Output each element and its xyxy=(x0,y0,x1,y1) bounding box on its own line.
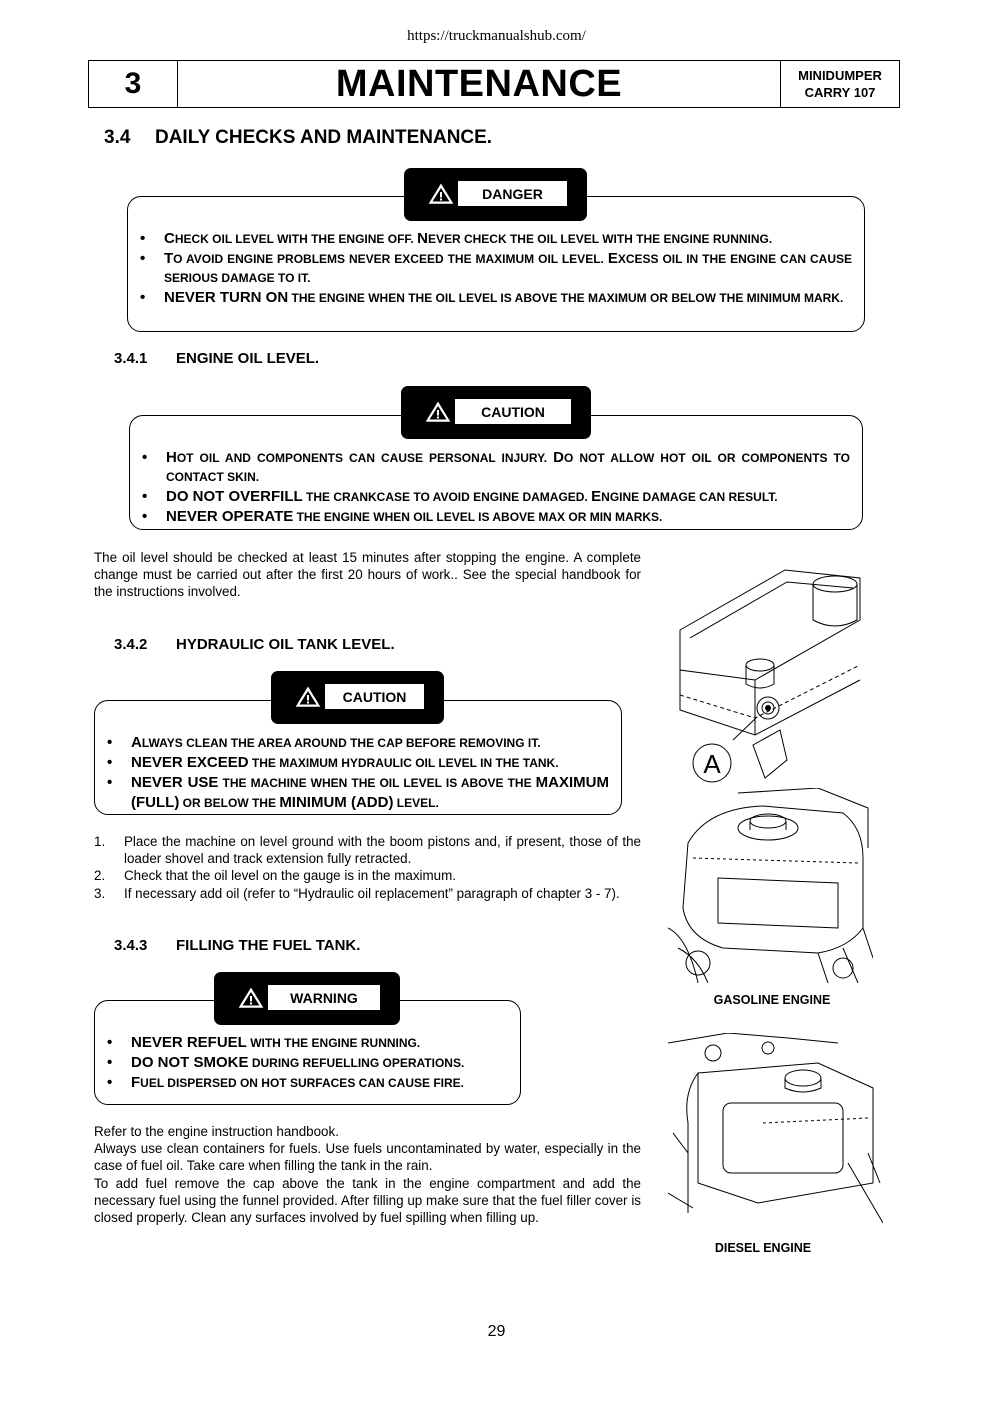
step-item xyxy=(94,885,641,902)
warning-triangle-icon xyxy=(424,181,458,206)
warning-list xyxy=(105,1033,508,1093)
caution-badge-1 xyxy=(401,386,591,439)
caution-label-2: CAUTION xyxy=(342,688,407,705)
warning-badge xyxy=(214,972,400,1025)
smallcaps-text: DURING REFUELLING OPERATIONS. xyxy=(248,1056,465,1070)
caption-diesel: DIESEL ENGINE xyxy=(714,1241,812,1255)
smallcaps-text: THE CRANKCASE TO AVOID ENGINE DAMAGED. ENGINE DAMAGE CAN RESULT. xyxy=(302,488,778,505)
step-text: Check that the oil level on the gauge is in the maximum. xyxy=(124,868,456,884)
warning-triangle-icon xyxy=(291,684,325,709)
fuel-paragraph-3: To add fuel remove the cap above the tank in the engine compartment and add the necessary fuel using the funnel provided. After filling up make sure that the fuel filler cover is closed properly. Clean any surfaces involved by fuel spilling when filling up. xyxy=(94,1175,641,1226)
danger-label: DANGER xyxy=(482,185,543,202)
warning-item xyxy=(138,288,852,308)
step-text: If necessary add oil (refer to “Hydraulic oil replacement” paragraph of chapter 3 - 7). xyxy=(124,885,620,901)
smallcaps-text: ALWAYS CLEAN THE AREA AROUND THE CAP BEFORE REMOVING IT. xyxy=(131,734,541,751)
emphasis-text: DO NOT OVERFILL xyxy=(166,488,303,505)
warning-item xyxy=(138,229,852,249)
emphasis-text: NEVER TURN ON xyxy=(164,289,289,306)
diesel-engine-illustration xyxy=(668,1033,883,1233)
subsection-number: 3.4.2 xyxy=(114,636,148,653)
warning-label: WARNING xyxy=(290,989,358,1006)
warning-item xyxy=(105,1073,508,1093)
warning-item xyxy=(105,753,609,773)
smallcaps-text: OR BELOW THE xyxy=(179,796,280,810)
step-number: 2. xyxy=(94,868,106,884)
smallcaps-text: TO AVOID ENGINE PROBLEMS NEVER EXCEED THE MAXIMUM OIL LEVEL. EXCESS OIL IN THE ENGINE CAN CAUSE SERIOUS DAMAGE TO IT. xyxy=(164,250,852,285)
caution-list-1 xyxy=(140,448,850,527)
subsection-title: HYDRAULIC OIL TANK LEVEL. xyxy=(176,636,395,653)
caution-label-1: CAUTION xyxy=(481,403,545,420)
subsection-heading-341 xyxy=(114,350,319,367)
smallcaps-text: THE MAXIMUM HYDRAULIC OIL LEVEL IN THE TANK. xyxy=(248,756,559,770)
step-number: 1. xyxy=(94,834,106,849)
model-line-2: CARRY 107 xyxy=(804,85,876,100)
warning-item xyxy=(138,249,852,288)
chapter-title: MAINTENANCE xyxy=(335,62,623,105)
smallcaps-text: CHECK OIL LEVEL WITH THE ENGINE OFF. NEVER CHECK THE OIL LEVEL WITH THE ENGINE RUNNING. xyxy=(164,230,773,247)
warning-item xyxy=(105,1053,508,1073)
caption-gasoline: GASOLINE ENGINE xyxy=(713,993,831,1007)
engine-oil-paragraph: The oil level should be checked at least 15 minutes after stopping the engine. A complete change must be carried out after the first 20 hours of work.. See the special handbook for the instructions involved. xyxy=(94,550,641,600)
emphasis-text: MINIMUM (ADD) xyxy=(279,794,394,811)
model-label xyxy=(780,61,899,107)
caution-badge-2 xyxy=(271,671,444,724)
step-number: 3. xyxy=(94,885,106,901)
warning-item xyxy=(140,448,850,487)
page-url[interactable]: https://truckmanualshub.com/ xyxy=(407,28,586,44)
hydraulic-steps-list xyxy=(94,833,641,902)
smallcaps-text: THE ENGINE WHEN THE OIL LEVEL IS ABOVE THE MAXIMUM OR BELOW THE MINIMUM MARK. xyxy=(288,291,844,305)
warning-item xyxy=(105,733,609,753)
smallcaps-text: THE MACHINE WHEN THE OIL LEVEL IS ABOVE THE xyxy=(218,776,536,790)
warning-item xyxy=(140,507,850,527)
warning-triangle-icon xyxy=(234,985,268,1010)
emphasis-text: MAXIMUM (FULL) xyxy=(131,774,609,811)
emphasis-text: NEVER OPERATE xyxy=(166,508,294,525)
page-header xyxy=(88,60,900,108)
page-number: 29 xyxy=(487,1323,506,1340)
subsection-number: 3.4.3 xyxy=(114,937,148,954)
fuel-paragraph-1: Refer to the engine instruction handbook. xyxy=(94,1124,339,1139)
emphasis-text: DO NOT SMOKE xyxy=(131,1054,249,1071)
gasoline-engine-illustration xyxy=(668,788,873,983)
subsection-title: FILLING THE FUEL TANK. xyxy=(176,937,361,954)
caution-list-2 xyxy=(105,733,609,813)
fuel-paragraph-2: Always use clean containers for fuels. Use fuels uncontaminated by water, especially in the case of fuel oil. Take care when filling the tank in the rain. xyxy=(94,1141,641,1174)
warning-item xyxy=(105,773,609,813)
warning-item xyxy=(105,1033,508,1053)
subsection-heading-342 xyxy=(114,636,395,653)
step-text: Place the machine on level ground with the boom pistons and, if present, those of the loader shovel and track extension fully retracted. xyxy=(124,834,641,867)
step-item xyxy=(94,833,641,867)
chapter-number: 3 xyxy=(89,61,178,107)
smallcaps-text: HOT OIL AND COMPONENTS CAN CAUSE PERSONAL INJURY. DO NOT ALLOW HOT OIL OR COMPONENTS TO CONTACT SKIN. xyxy=(166,449,851,484)
emphasis-text: NEVER REFUEL xyxy=(131,1034,247,1051)
section-title: DAILY CHECKS AND MAINTENANCE. xyxy=(154,127,493,148)
subsection-heading-343 xyxy=(114,937,360,954)
hydraulic-tank-illustration xyxy=(675,560,865,790)
step-item xyxy=(94,867,641,884)
smallcaps-text: THE ENGINE WHEN OIL LEVEL IS ABOVE MAX OR MIN MARKS. xyxy=(293,510,663,524)
fuel-paragraphs xyxy=(94,1123,641,1226)
section-number: 3.4 xyxy=(104,127,131,148)
subsection-title: ENGINE OIL LEVEL. xyxy=(176,350,320,367)
warning-item xyxy=(140,487,850,507)
emphasis-text: NEVER EXCEED xyxy=(131,754,249,771)
emphasis-text: NEVER USE xyxy=(131,774,219,791)
warning-triangle-icon xyxy=(421,399,455,424)
subsection-number: 3.4.1 xyxy=(114,350,148,367)
figure-label-a: A xyxy=(703,749,721,779)
section-heading xyxy=(104,127,492,149)
model-line-1: MINIDUMPER xyxy=(798,68,882,83)
smallcaps-text: WITH THE ENGINE RUNNING. xyxy=(246,1036,421,1050)
smallcaps-text: LEVEL. xyxy=(393,796,439,810)
smallcaps-text: FUEL DISPERSED ON HOT SURFACES CAN CAUSE FIRE. xyxy=(131,1074,464,1091)
danger-badge xyxy=(404,168,587,221)
danger-list xyxy=(138,229,852,308)
